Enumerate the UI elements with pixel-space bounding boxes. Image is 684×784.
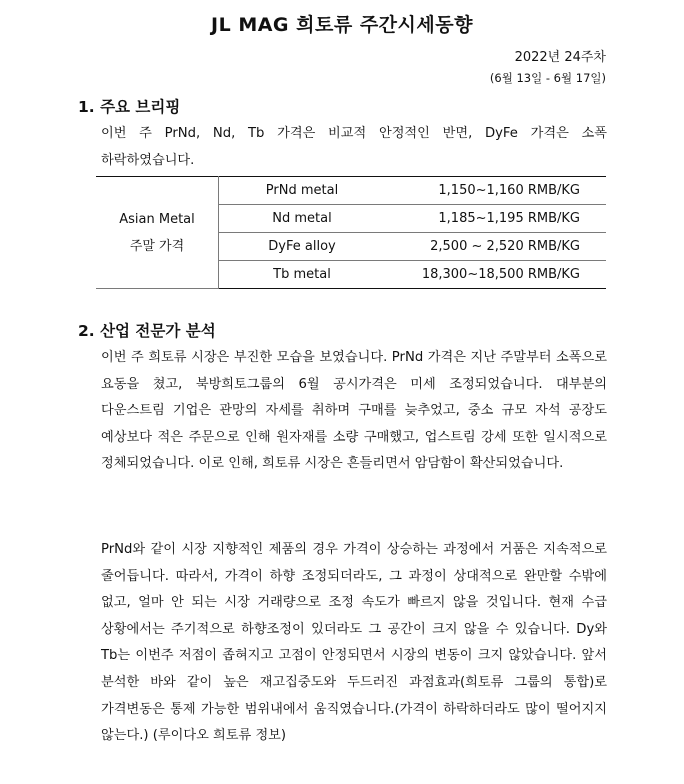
metal-name: Tb metal (219, 261, 386, 289)
metal-name: Nd metal (219, 205, 386, 233)
metal-name: DyFe alloy (219, 233, 386, 261)
source-period: 주말 가격 (129, 238, 185, 254)
metal-price: 1,185~1,195 RMB/KG (385, 205, 606, 233)
section1-heading: 1. 주요 브리핑 (78, 98, 181, 116)
document-title: JL MAG 희토류 주간시세동향 (211, 14, 473, 36)
metal-name: PrNd metal (219, 177, 386, 205)
section2-heading: 2. 산업 전문가 분석 (78, 322, 216, 340)
metal-price: 18,300~18,500 RMB/KG (385, 261, 606, 289)
price-table (96, 176, 606, 289)
table-row (96, 177, 606, 205)
date-range: (6월 13일 - 6월 17일) (489, 71, 606, 85)
section2-paragraph-2: PrNd와 같이 시장 지향적인 제품의 경우 가격이 상승하는 과정에서 거품은 지속적으로 줄어듭니다. 따라서, 가격이 하향 조정되더라도, 그 과정이 상대적으로 완만할 수밖에 없고, 얼마 안 되는 시장 거래량으로 조정 속도가 빠르지 않을 것입니다. 현재 수급 상황에서는 주기적으로 하향조정이 있더라도 그 공간이 크지 않을 수 있습니다. Dy와 Tb는 이번주 저점이 좁혀지고 고점이 안정되면서 시장의 변동이 크지 않았습니다. 앞서 분석한 바와 같이 높은 재고집중도와 두드러진 과점효과(희토류 그룹의 통합)로 가격변동은 통제 가능한 범위내에서 움직였습니다.(가격이 하락하더라도 많이 떨어지지 않는다.) (루이다오 희토류 정보) (101, 542, 607, 744)
week-label: 2022년 24주차 (514, 50, 606, 65)
source-name: Asian Metal (119, 211, 195, 227)
section1-body: 이번 주 PrNd, Nd, Tb 가격은 비교적 안정적인 반면, DyFe 가격은 소폭 하락하였습니다. (101, 126, 607, 168)
metal-price: 1,150~1,160 RMB/KG (385, 177, 606, 205)
section2-paragraph-1: 이번 주 희토류 시장은 부진한 모습을 보였습니다. PrNd 가격은 지난 주말부터 소폭으로 요동을 쳤고, 북방희토그룹의 6월 공시가격은 미세 조정되었습니다. 대부분의 다운스트림 기업은 관망의 자세를 취하며 구매를 늦추었고, 중소 규모 자석 공장도 예상보다 적은 주문으로 인해 원자재를 소량 구매했고, 업스트림 강세 또한 일시적으로 정체되었습니다. 이로 인해, 희토류 시장은 흔들리면서 암담함이 확산되었습니다. (101, 350, 607, 472)
source-cell (96, 177, 219, 289)
metal-price: 2,500 ~ 2,520 RMB/KG (385, 233, 606, 261)
